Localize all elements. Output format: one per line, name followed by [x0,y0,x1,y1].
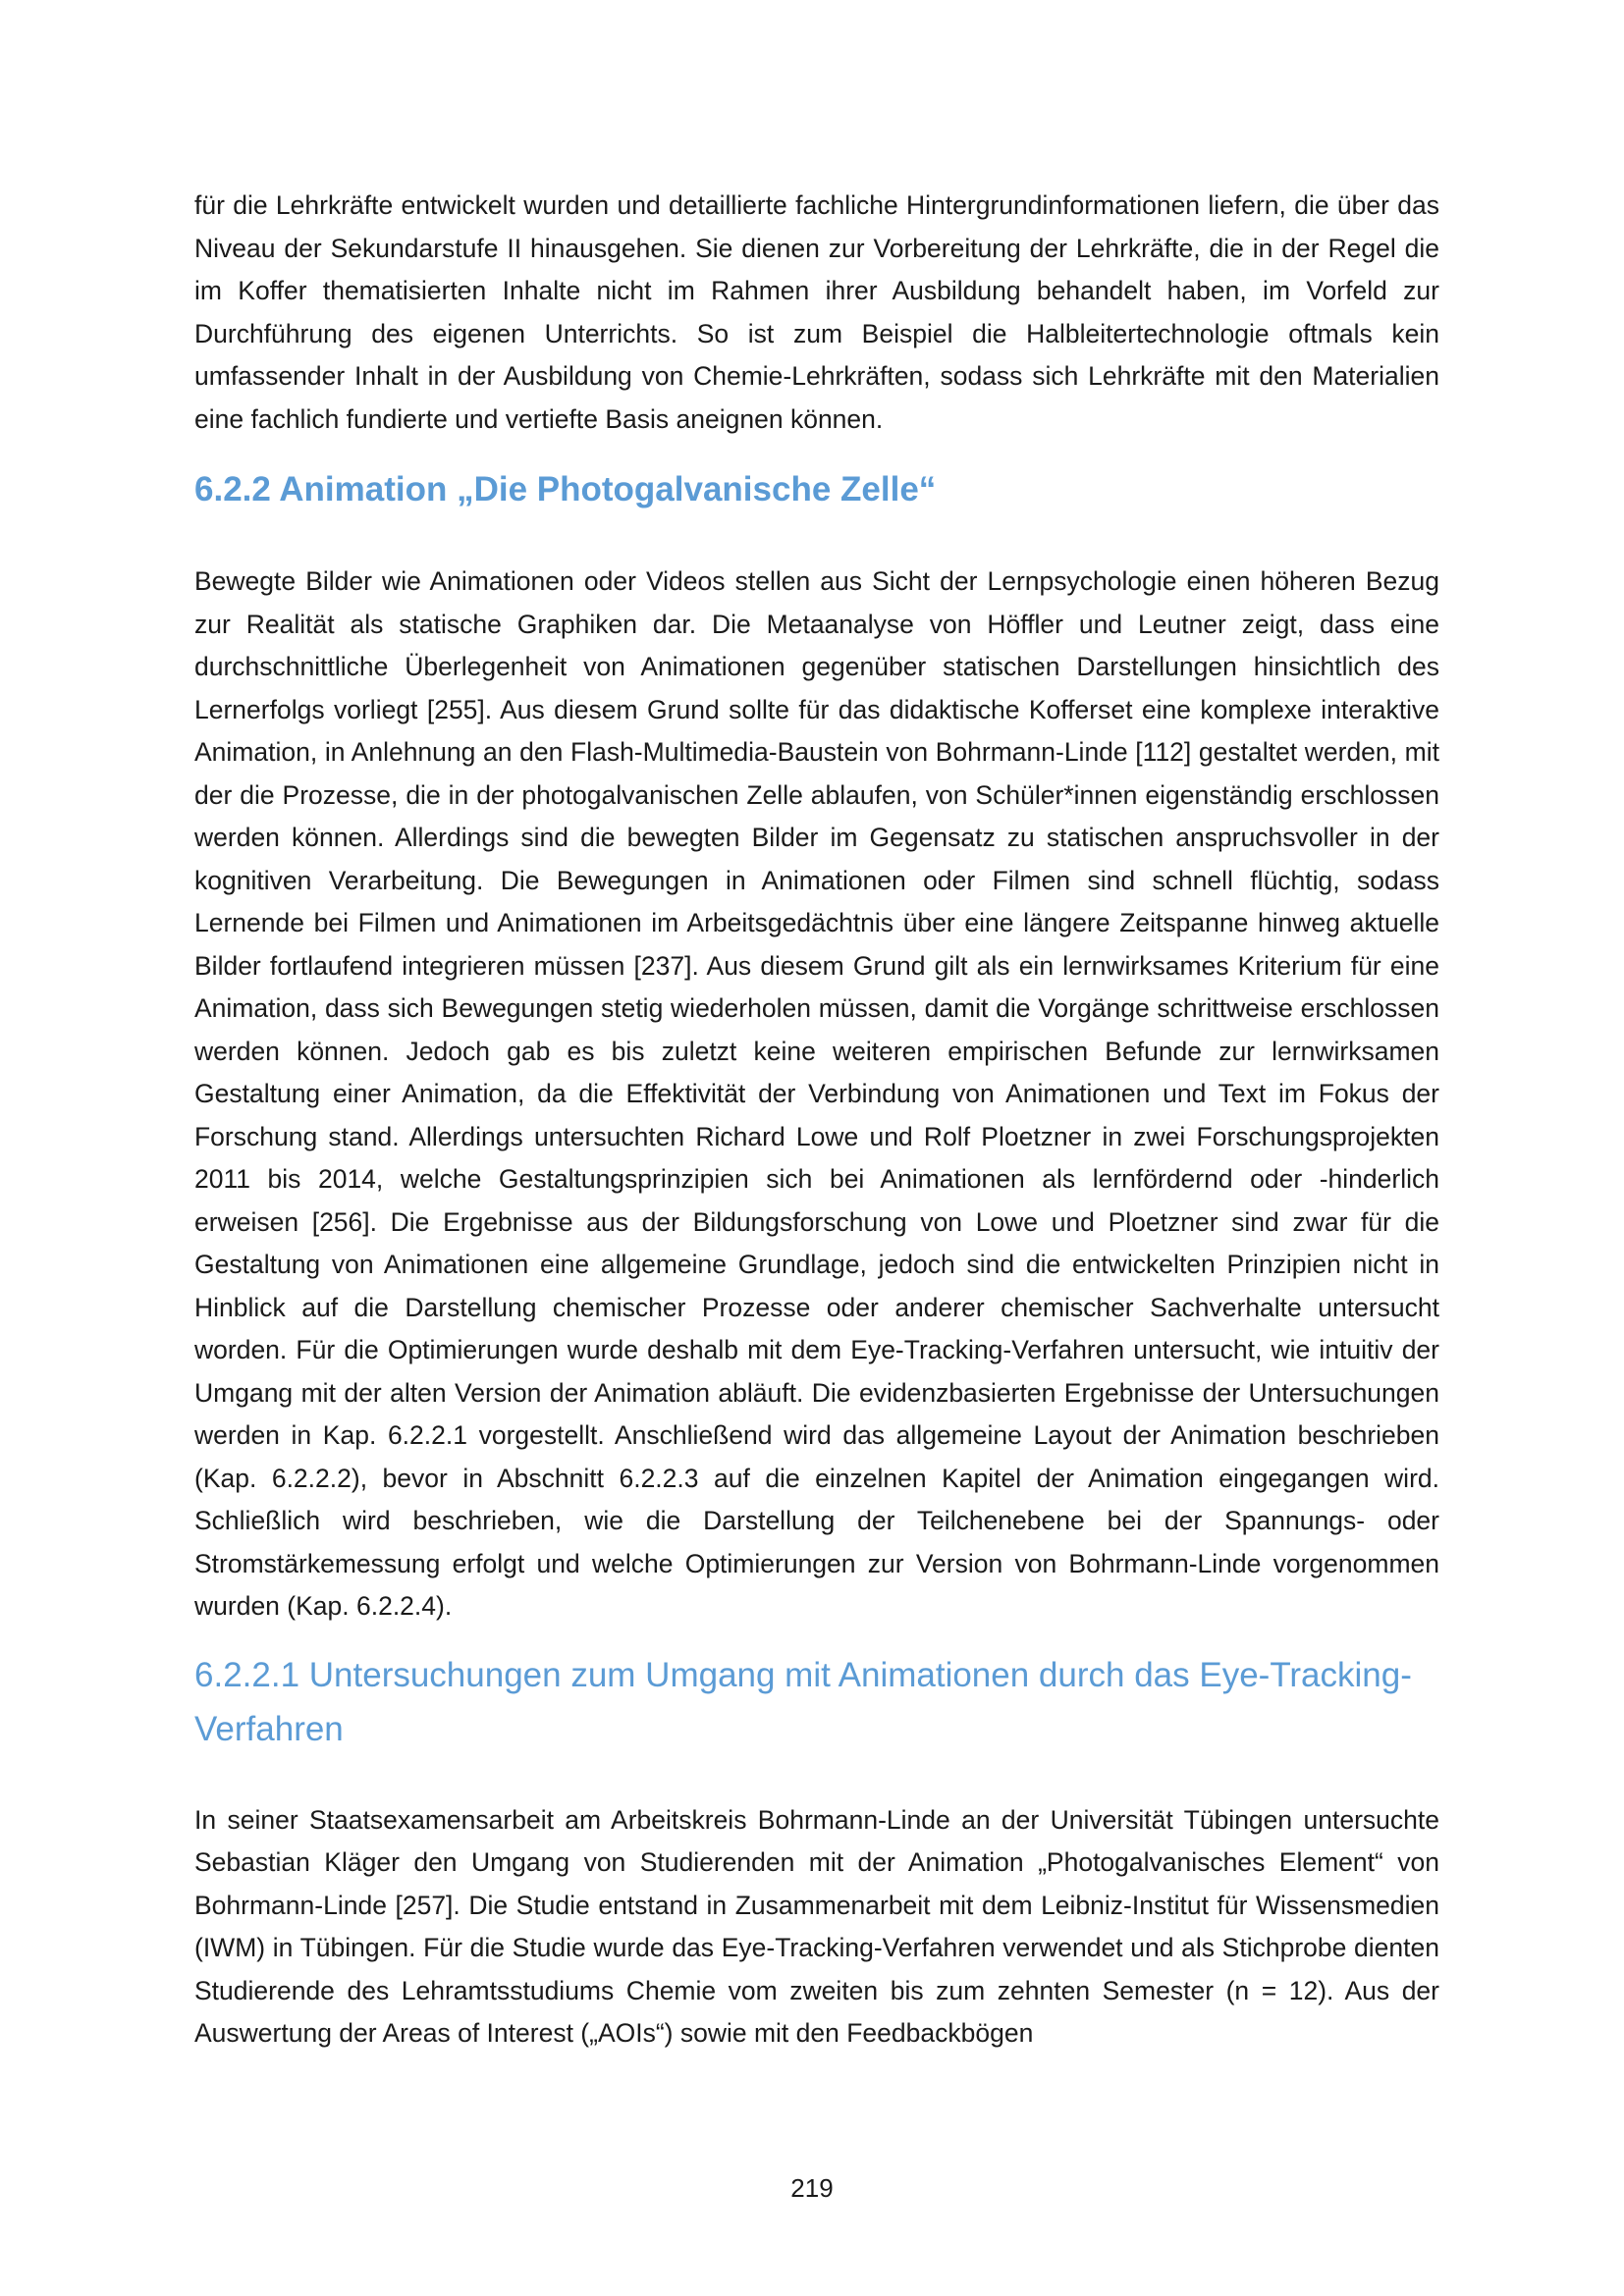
subsection-heading: 6.2.2.1 Untersuchungen zum Umgang mit Animationen durch das Eye-Tracking-Verfahren [194,1655,1412,1748]
paragraph-animation: Bewegte Bilder wie Animationen oder Videos stellen aus Sicht der Lernpsychologie einen höheren Bezug zur Realität als statische Graphiken dar. Die Metaanalyse von Höffler und Leutner zeigt, dass eine durchschnittliche Überlegenheit von Animationen gegenüber statischen Darstellungen hinsichtlich des Lernerfolgs vorliegt [255]. Aus diesem Grund sollte für das didaktische Kofferset eine komplexe interaktive Animation, in Anlehnung an den Flash-Multimedia-Baustein von Bohrmann-Linde [112] gestaltet werden, mit der die Prozesse, die in der photogalvanischen Zelle ablaufen, von Schüler*innen eigenständig erschlossen werden können. Allerdings sind die bewegten Bilder im Gegensatz zu statischen anspruchsvoller in der kognitiven Verarbeitung. Die Bewegungen in Animationen oder Filmen sind schnell flüchtig, sodass Lernende bei Filmen und Animationen im Arbeitsgedächtnis über eine längere Zeitspanne hinweg aktuelle Bilder fortlaufend integrieren müssen [237]. Aus diesem Grund gilt als ein lernwirksames Kriterium für eine Animation, dass sich Bewegungen stetig wiederholen müssen, damit die Vorgänge schrittweise erschlossen werden können. Jedoch gab es bis zuletzt keine weiteren empirischen Befunde zur lernwirksamen Gestaltung einer Animation, da die Effektivität der Verbindung von Animationen und Text im Fokus der Forschung stand. Allerdings untersuchten Richard Lowe und Rolf Ploetzner in zwei Forschungsprojekten 2011 bis 2014, welche Gestaltungsprinzipien sich bei Animationen als lernfördernd oder -hinderlich erweisen [256]. Die Ergebnisse aus der Bildungsforschung von Lowe und Ploetzner sind zwar für die Gestaltung von Animationen eine allgemeine Grundlage, jedoch sind die entwickelten Prinzipien nicht in Hinblick auf die Darstellung chemischer Prozesse oder anderer chemischer Sachverhalte untersucht worden. Für die Optimierungen wurde deshalb mit dem Eye-Tracking-Verfahren untersucht, wie intuitiv der Umgang mit der alten Version der Animation abläuft. Die evidenzbasierten Ergebnisse der Untersuchungen werden in Kap. 6.2.2.1 vorgestellt. Anschließend wird das allgemeine Layout der Animation beschrieben (Kap. 6.2.2.2), bevor in Abschnitt 6.2.2.3 auf die einzelnen Kapitel der Animation eingegangen wird. Schließlich wird beschrieben, wie die Darstellung der Teilchenebene bei der Spannungs- oder Stromstärkemessung erfolgt und welche Optimierungen zur Version von Bohrmann-Linde vorgenommen wurden (Kap. 6.2.2.4). [194,566,1439,1621]
page-content [194,185,1439,2056]
section-heading: 6.2.2 Animation „Die Photogalvanische Zelle“ [194,470,937,508]
page-number: 219 [790,2173,834,2203]
paragraph-intro: für die Lehrkräfte entwickelt wurden und detaillierte fachliche Hintergrundinformationen liefern, die über das Niveau der Sekundarstufe II hinausgehen. Sie dienen zur Vorbereitung der Lehrkräfte, die in der Regel die im Koffer thematisierten Inhalte nicht im Rahmen ihrer Ausbildung behandelt haben, im Vorfeld zur Durchführung des eigenen Unterrichts. So ist zum Beispiel die Halbleitertechnologie oftmals kein umfassender Inhalt in der Ausbildung von Chemie-Lehrkräften, sodass sich Lehrkräfte mit den Materialien eine fachlich fundierte und vertiefte Basis aneignen können. [194,190,1439,434]
paragraph-eyetracking: In seiner Staatsexamensarbeit am Arbeitskreis Bohrmann-Linde an der Universität Tübingen untersuchte Sebastian Kläger den Umgang von Studierenden mit der Animation „Photogalvanisches Element“ von Bohrmann-Linde [257]. Die Studie entstand in Zusammenarbeit mit dem Leibniz-Institut für Wissensmedien (IWM) in Tübingen. Für die Studie wurde das Eye-Tracking-Verfahren verwendet und als Stichprobe dienten Studierende des Lehramtsstudiums Chemie vom zweiten bis zum zehnten Semester (n = 12). Aus der Auswertung der Areas of Interest („AOIs“) sowie mit den Feedbackbögen [194,1804,1439,2048]
